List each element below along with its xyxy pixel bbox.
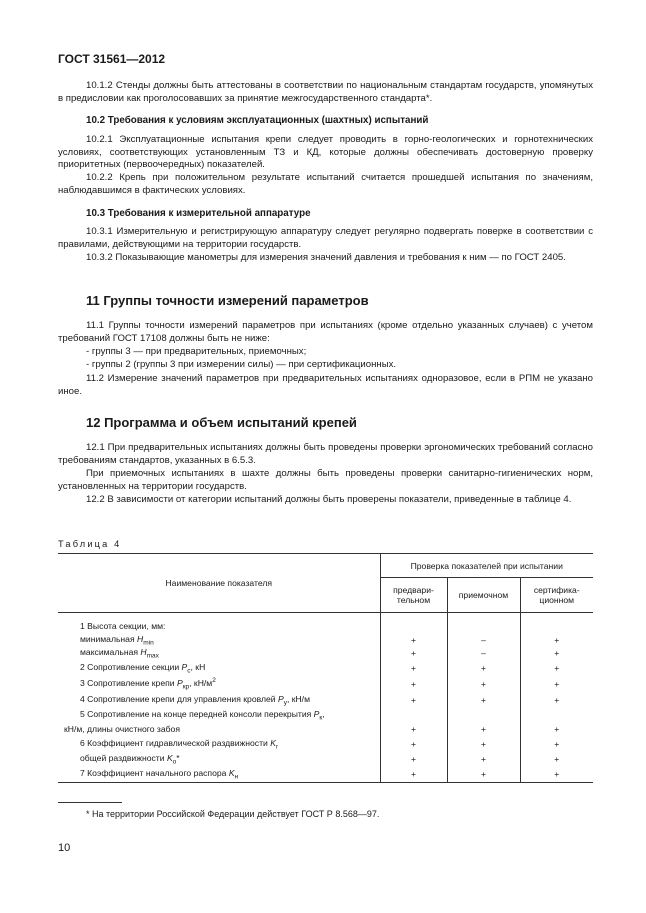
row-val-acc: + (447, 676, 520, 692)
section-12-title: 12 Программа и объем испытаний крепей (86, 415, 357, 430)
paragraph-10-2-1: 10.2.1 Эксплуатационные испытания крепи следует проводить в горно-геологических и горнотехнических условиях, соответствующих установленным ТЗ и КД, которые должны обеспечивать достоверную проверку приоритетных (первоочередных) показателей. (58, 134, 593, 171)
row-val-cert: + (520, 646, 593, 660)
row-name (58, 676, 380, 692)
row-name: кН/м, длины очистного забоя (64, 724, 180, 735)
table-row (58, 722, 593, 736)
row-unit: , кН/м (189, 678, 213, 689)
table-4 (58, 553, 593, 783)
row-name: 1 Высота секции, мм: (80, 621, 166, 631)
row-name (58, 634, 380, 647)
table-row (58, 736, 593, 752)
row-label: 4 Сопротивление крепи для управления кровлей (80, 693, 276, 704)
paragraph-10-3-2: 10.3.2 Показывающие манометры для измерения значений давления и требования к ним — по ГОСТ 2405. (86, 252, 566, 263)
row-name (58, 736, 380, 752)
col-header-pre-line1: предвари- (393, 585, 434, 595)
paragraph-12-1-b: При приемочных испытаниях в шахте должны быть проведены проверки санитарно-гигиенических норм, установленных на территории государств. (58, 468, 593, 492)
row-unit: , (322, 708, 325, 719)
row-val-pre (380, 619, 447, 634)
row-val-pre: + (380, 736, 447, 752)
row-val-pre: + (380, 660, 447, 676)
row-val-cert (520, 708, 593, 722)
row-val-pre: + (380, 692, 447, 708)
row-symbol: K (166, 752, 173, 763)
row-val-cert: + (520, 676, 593, 692)
heading-10-3: 10.3 Требования к измерительной аппаратуре (86, 208, 311, 219)
row-subscript: кр (182, 684, 190, 691)
row-val-acc: + (447, 660, 520, 676)
row-val-pre: + (380, 722, 447, 736)
row-symbol: P (176, 678, 183, 689)
table-row (58, 660, 593, 676)
row-label: максимальная (80, 646, 138, 657)
row-name (58, 708, 380, 722)
row-val-acc: + (447, 736, 520, 752)
col-header-preliminary (380, 578, 447, 613)
col-header-cert-line1: сертифика- (533, 585, 580, 595)
row-val-cert: + (520, 660, 593, 676)
row-val-pre (380, 708, 447, 722)
row-symbol: P (181, 661, 188, 672)
paragraph-12-1: 12.1 При предварительных испытаниях должны быть проведены проверки эргономических требований согласно требованиям стандартов, указанных в 6.5.3. (58, 442, 593, 466)
paragraph-11-1: 11.1 Группы точности измерений параметров при испытаниях (кроме отдельно указанных случаев) с учетом требований ГОСТ 17108 должны быть не ниже: (58, 320, 593, 344)
row-label: 6 Коэффициент гидравлической раздвижности (80, 737, 268, 748)
row-subscript: max (146, 652, 159, 660)
row-label: минимальная (80, 633, 135, 644)
row-val-cert: + (520, 736, 593, 752)
col-header-cert-line2: ционном (539, 595, 575, 605)
row-name (58, 692, 380, 708)
page-number: 10 (58, 842, 71, 854)
paragraph-11-2: 11.2 Измерение значений параметров при предварительных испытаниях одноразовое, если в РПМ не указано иное. (58, 373, 593, 397)
section-11-title: 11 Группы точности измерений параметров (86, 293, 369, 308)
row-subscript: о (172, 758, 177, 766)
row-superscript: 2 (212, 677, 216, 685)
row-val-cert: + (520, 722, 593, 736)
row-val-cert: + (520, 634, 593, 647)
row-label: 3 Сопротивление крепи (80, 678, 175, 689)
row-label: 7 Коэффициент начального распора (80, 767, 227, 778)
row-unit: , кН/м (286, 693, 310, 704)
row-subscript: к (319, 714, 323, 722)
row-val-pre: + (380, 752, 447, 766)
row-val-acc (447, 708, 520, 722)
row-symbol: K (228, 767, 235, 778)
row-val-cert: + (520, 692, 593, 708)
paragraph-12-2: 12.2 В зависимости от категории испытаний должны быть проверены показатели, приведенные в таблице 4. (86, 494, 572, 505)
row-val-pre: + (380, 634, 447, 647)
col-header-name: Наименование показателя (58, 554, 380, 613)
row-val-acc: – (447, 634, 520, 647)
table-row (58, 692, 593, 708)
row-symbol: H (140, 646, 147, 657)
table-caption: Таблица 4 (58, 539, 122, 549)
table-row (58, 766, 593, 782)
row-val-acc: – (447, 646, 520, 660)
row-val-acc: + (447, 752, 520, 766)
heading-10-2: 10.2 Требования к условиям эксплуатационных (шахтных) испытаний (86, 115, 429, 126)
row-symbol: H (137, 633, 144, 644)
col-header-certification (520, 578, 593, 613)
row-subscript: н (234, 773, 239, 781)
row-val-acc: + (447, 692, 520, 708)
row-val-pre: + (380, 766, 447, 782)
row-name (58, 646, 380, 660)
table-row (58, 752, 593, 766)
row-name (58, 752, 380, 766)
row-name (58, 766, 380, 782)
row-symbol: P (313, 708, 320, 719)
col-header-pre-line2: тельном (396, 595, 431, 605)
row-subscript: c (187, 667, 191, 675)
row-name (58, 660, 380, 676)
paragraph-11-1-a: - группы 3 — при предварительных, приемочных; (86, 346, 307, 357)
footnote: * На территории Российской Федерации действует ГОСТ Р 8.568—97. (86, 809, 380, 819)
row-label: общей раздвижности (80, 752, 165, 763)
row-val-cert (520, 619, 593, 634)
row-unit: , кН (190, 661, 206, 672)
row-subscript: min (143, 639, 154, 647)
footnote-divider (58, 802, 122, 803)
table-row (58, 619, 593, 634)
row-label: 2 Сопротивление секции (80, 661, 180, 672)
row-val-pre: + (380, 676, 447, 692)
paragraph-11-1-b: - группы 2 (группы 3 при измерении силы) — при сертификационных. (86, 359, 397, 370)
row-subscript: г (275, 743, 279, 751)
row-val-acc (447, 619, 520, 634)
row-label: 5 Сопротивление на конце передней консоли перекрытия (80, 708, 312, 719)
col-header-acceptance: приемочном (447, 578, 520, 613)
table-row (58, 646, 593, 660)
paragraph-10-2-2: 10.2.2 Крепь при положительном результате испытаний считается прошедшей испытания по значениям, наблюдавшимся в фактических условиях. (58, 172, 593, 196)
row-val-cert: + (520, 766, 593, 782)
paragraph-10-3-1: 10.3.1 Измерительную и регистрирующую аппаратуру следует регулярно подвергать поверке в соответствии с правилами, действующими на территории государств. (58, 226, 593, 250)
table-row (58, 634, 593, 647)
table-row (58, 676, 593, 692)
table-row (58, 708, 593, 722)
row-footnote-mark: * (176, 752, 180, 763)
row-subscript: у (283, 699, 287, 707)
col-header-group: Проверка показателей при испытании (380, 554, 593, 578)
row-symbol: K (270, 737, 276, 748)
document-code: ГОСТ 31561—2012 (58, 52, 166, 66)
row-val-pre: + (380, 646, 447, 660)
row-symbol: P (277, 693, 284, 704)
paragraph-10-1-2: 10.1.2 Стенды должны быть аттестованы в соответствии по национальным стандартам государств, упомянутых в предисловии как проголосовавших за принятие межгосударственного стандарта*. (58, 80, 593, 104)
row-val-acc: + (447, 722, 520, 736)
row-val-cert: + (520, 752, 593, 766)
row-val-acc: + (447, 766, 520, 782)
